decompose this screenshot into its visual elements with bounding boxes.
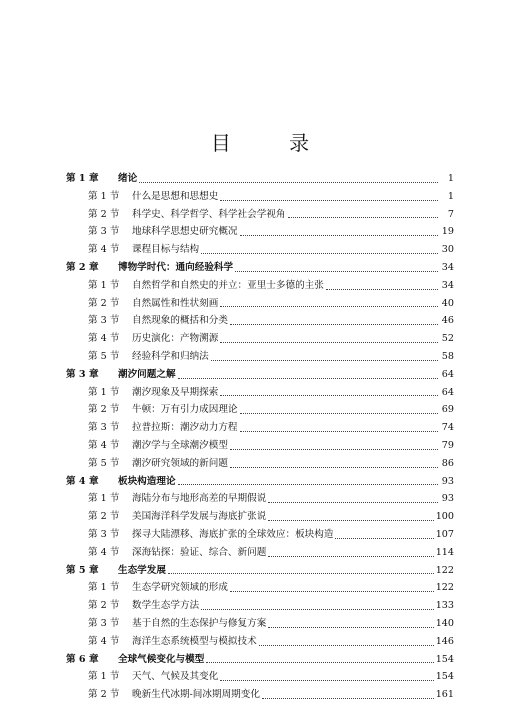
section-title: 天气、气候及其变化 [132,671,219,683]
dot-leader [240,234,438,236]
chapter-title: 潮汐问题之解 [118,368,176,380]
dot-leader [230,590,434,592]
page-number: 46 [441,315,454,327]
section-number: 第 2 节 [88,511,120,523]
page-number: 40 [441,297,454,309]
section-number: 第 2 节 [88,600,120,612]
toc-section-entry[interactable] [66,668,454,686]
toc-chapter-entry[interactable] [66,473,454,491]
section-number: 第 1 节 [88,279,120,291]
section-number: 第 1 节 [88,493,120,505]
toc-section-entry[interactable] [66,597,454,615]
chapter-title: 绪论 [118,173,138,184]
page-number: 93 [441,475,454,487]
section-number: 第 2 节 [88,689,120,701]
page-number: 154 [435,671,454,683]
dot-leader [259,644,434,646]
page-number: 79 [441,439,454,451]
page-number: 93 [441,493,454,505]
chapter-number: 第 6 章 [66,653,99,665]
page-number: 34 [441,261,454,273]
section-title: 历史演化：产物溯源 [132,333,219,345]
dot-leader [178,483,438,485]
dot-leader [178,377,438,379]
dot-leader [168,572,434,574]
toc-section-entry[interactable] [66,188,454,206]
page-number: 1 [447,190,454,202]
page-number: 114 [435,546,454,558]
toc-section-entry[interactable] [66,490,454,508]
dot-leader [220,679,433,681]
dot-leader [335,537,433,539]
section-title: 数学生态学方法 [132,600,200,612]
toc-section-entry[interactable] [66,437,454,455]
section-number: 第 4 节 [88,439,120,451]
page-number: 64 [441,386,454,398]
section-title: 课程目标与结构 [132,244,200,256]
chapter-title: 生态学发展 [118,564,166,576]
section-number: 第 3 节 [88,422,120,434]
section-number: 第 3 节 [88,617,120,629]
section-number: 第 1 节 [88,190,120,202]
chapter-title: 全球气候变化与模型 [118,653,205,665]
section-title: 生态学研究领域的形成 [132,582,228,594]
dot-leader [230,323,438,325]
toc-section-entry[interactable] [66,455,454,473]
section-title: 潮汐研究领域的新问题 [132,457,228,469]
toc-chapter-entry[interactable] [66,259,454,277]
section-title: 晚新生代冰期-间冰期周期变化 [132,689,260,701]
dot-leader [139,181,438,183]
page-number: 122 [435,582,454,594]
page-number: 107 [435,528,454,540]
chapter-number: 第 2 章 [66,261,99,273]
dot-leader [262,697,434,699]
toc-section-entry[interactable] [66,295,454,313]
toc-section-entry[interactable] [66,401,454,419]
dot-leader [326,288,438,290]
section-title: 探寻大陆漂移、海底扩张的全球效应：板块构造 [132,528,334,540]
section-title: 海洋生态系统模型与模拟技术 [132,635,257,647]
chapter-title: 板块构造理论 [118,475,176,487]
section-number: 第 5 节 [88,457,120,469]
toc-chapter-entry[interactable] [66,366,454,384]
page-number: 19 [441,226,454,238]
dot-leader [220,199,438,201]
dot-leader [268,626,433,628]
section-title: 拉普拉斯：潮汐动力方程 [132,422,238,434]
page-number: 7 [447,208,454,220]
section-number: 第 2 节 [88,208,120,220]
section-number: 第 1 节 [88,671,120,683]
toc-section-entry[interactable] [66,330,454,348]
section-number: 第 4 节 [88,244,120,256]
dot-leader [268,501,438,503]
dot-leader [240,430,438,432]
toc-chapter-entry[interactable] [66,562,454,580]
dot-leader [201,608,434,610]
dot-leader [268,519,433,521]
toc-section-entry[interactable] [66,508,454,526]
page-number: 122 [435,564,454,576]
section-number: 第 3 节 [88,226,120,238]
section-title: 自然属性和性状刻画 [132,297,219,309]
section-title: 自然哲学和自然史的并立：亚里士多德的主张 [132,279,324,291]
page-number: 133 [435,600,454,612]
toc-section-entry[interactable] [66,579,454,597]
dot-leader [211,359,438,361]
toc-section-entry[interactable] [66,277,454,295]
chapter-number: 第 4 章 [66,475,99,487]
toc-chapter-entry[interactable] [66,651,454,669]
dot-leader [268,555,433,557]
dot-leader [235,270,438,272]
dot-leader [220,394,438,396]
toc-section-entry[interactable] [66,312,454,330]
section-title: 海陆分布与地形高差的早期假说 [132,493,267,505]
dot-leader [201,252,438,254]
chapter-number: 第 1 章 [66,173,99,184]
page-number: 154 [435,653,454,665]
chapter-number: 第 5 章 [66,564,99,576]
section-title: 科学史、科学哲学、科学社会学视角 [132,208,286,220]
page-number: 100 [435,511,454,523]
section-title: 什么是思想和思想史 [132,190,219,202]
toc-section-entry[interactable] [66,544,454,562]
chapter-number: 第 3 章 [66,368,99,380]
page-number: 74 [441,422,454,434]
toc-title: 目 录 [210,131,336,155]
dot-leader [230,448,438,450]
section-number: 第 2 节 [88,297,120,309]
page-number: 146 [435,635,454,647]
chapter-title: 博物学时代：通向经验科学 [118,261,234,273]
page-number: 30 [441,244,454,256]
page-number: 64 [441,368,454,380]
toc-section-entry[interactable] [66,419,454,437]
toc-section-entry[interactable] [66,384,454,402]
dot-leader [230,466,438,468]
section-title: 美国海洋科学发展与海底扩张说 [132,511,267,523]
section-number: 第 4 节 [88,635,120,647]
page-number: 1 [447,173,454,184]
toc-section-entry[interactable] [66,686,454,704]
toc-list [66,170,454,704]
section-title: 潮汐现象及早期探索 [132,386,219,398]
toc-section-entry[interactable] [66,526,454,544]
page-number: 140 [435,617,454,629]
dot-leader [240,412,438,414]
toc-section-entry[interactable] [66,348,454,366]
section-number: 第 4 节 [88,546,120,558]
section-title: 基于自然的生态保护与修复方案 [132,617,267,629]
toc-section-entry[interactable] [66,633,454,651]
section-title: 牛顿：万有引力成因理论 [132,404,238,416]
dot-leader [288,216,439,218]
section-title: 深海钻探：验证、综合、新问题 [132,546,267,558]
toc-section-entry[interactable] [66,223,454,241]
section-title: 自然现象的概括和分类 [132,315,228,327]
section-number: 第 3 节 [88,528,120,540]
page-number: 86 [441,457,454,469]
section-title: 潮汐学与全球潮汐模型 [132,439,228,451]
section-number: 第 2 节 [88,404,120,416]
section-number: 第 1 节 [88,386,120,398]
page-number: 161 [435,689,454,701]
section-number: 第 4 节 [88,333,120,345]
section-title: 地球科学思想史研究概况 [132,226,238,238]
page-number: 69 [441,404,454,416]
toc-section-entry[interactable] [66,241,454,259]
page-number: 58 [441,350,454,362]
toc-chapter-entry[interactable] [66,170,454,188]
toc-section-entry[interactable] [66,615,454,633]
section-number: 第 3 节 [88,315,120,327]
section-number: 第 1 节 [88,582,120,594]
section-title: 经验科学和归纳法 [132,350,209,362]
page-number: 34 [441,279,454,291]
dot-leader [220,341,438,343]
section-number: 第 5 节 [88,350,120,362]
dot-leader [206,661,433,663]
dot-leader [220,305,438,307]
toc-section-entry[interactable] [66,206,454,224]
page-number: 52 [441,333,454,345]
